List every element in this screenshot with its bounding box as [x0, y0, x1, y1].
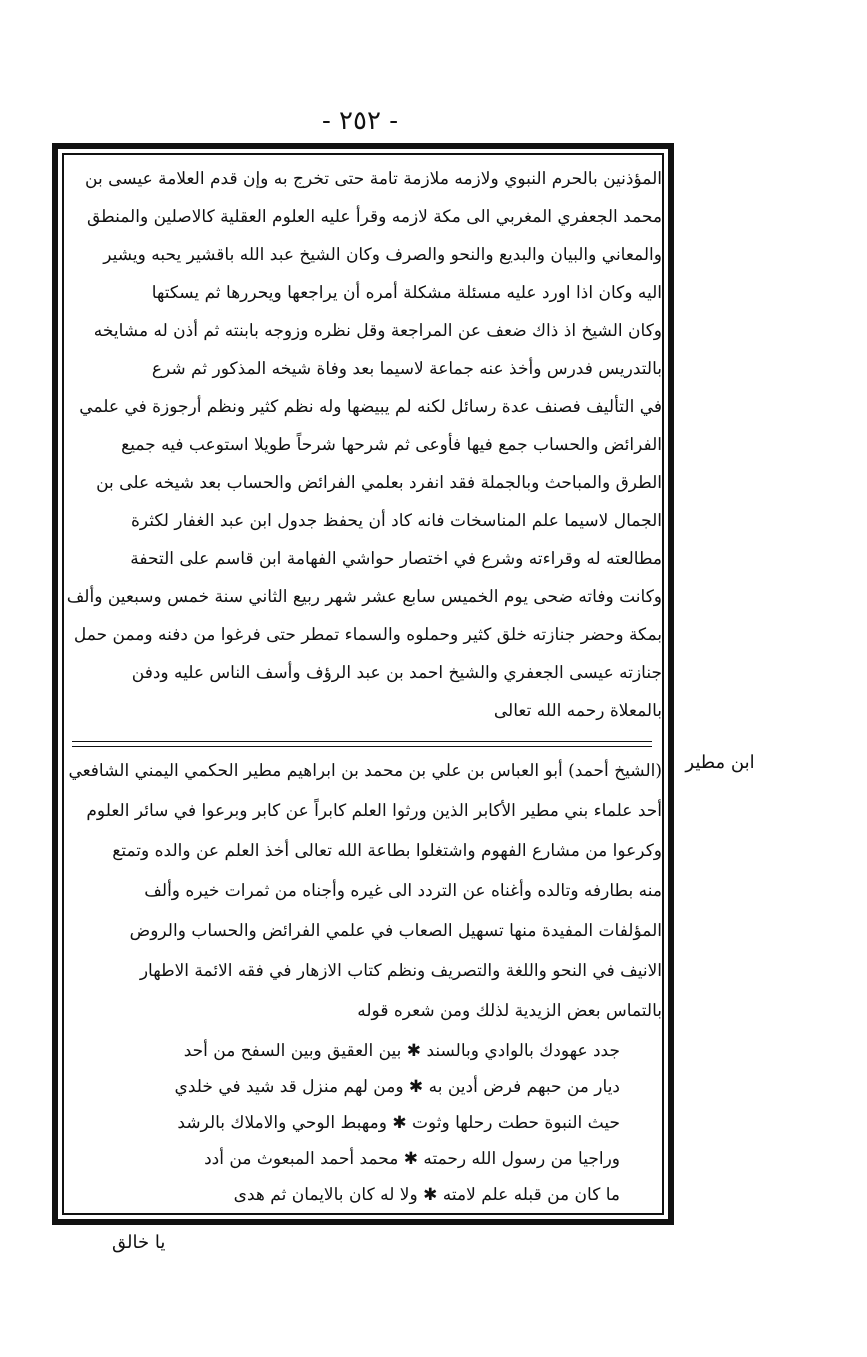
text-line: وكانت وفاته ضحى يوم الخميس سابع عشر شهر ربيع الثاني سنة خمس وسبعين وألف — [66, 587, 662, 607]
text-line: الانيف في النحو واللغة والتصريف ونظم كتاب الازهار في فقه الائمة الاطهار — [139, 961, 662, 981]
catchword: يا خالق — [112, 1232, 166, 1253]
text-line: في التأليف فصنف عدة رسائل لكنه لم يبيضها وله نظم كثير ونظم أرجوزة في علمي — [79, 397, 662, 417]
text-line: وكان الشيخ اذ ذاك ضعف عن المراجعة وقل نظره وزوجه بابنته ثم أذن له مشايخه — [93, 321, 662, 341]
text-line: منه بطارفه وتالده وأغناه عن التردد الى غيره وأجناه من ثمرات خيره وألف — [144, 881, 662, 901]
entry-two-text — [66, 752, 662, 1032]
text-line: بالتدريس فدرس وأخذ عنه جماعة لاسيما بعد وفاة شيخه المذكور ثم شرع — [151, 359, 662, 379]
margin-note: ابن مطير — [685, 752, 755, 773]
poem-verse: وراجيا من رسول الله رحمته ✱ محمد أحمد المبعوث من أدد — [204, 1149, 620, 1169]
text-line: مطالعته له وقراءته وشرع في اختصار حواشي الفهامة ابن قاسم على التحفة — [130, 549, 662, 569]
text-line: المؤذنين بالحرم النبوي ولازمه ملازمة تامة حتى تخرج به وإن قدم العلامة عيسى بن — [85, 169, 662, 189]
entry-one-text — [66, 160, 662, 740]
poem — [100, 1033, 620, 1213]
text-line: الطرق والمباحث وبالجملة فقد انفرد بعلمي الفرائض والحساب بعد شيخه على بن — [96, 473, 662, 493]
text-line: الفرائض والحساب جمع فيها فأوعى ثم شرحها شرحاً طويلا استوعب فيه جميع — [121, 435, 662, 455]
text-line: المؤلفات المفيدة منها تسهيل الصعاب في علمي الفرائض والحساب والروض — [129, 921, 662, 941]
page-number: - ٢٥٢ - — [321, 106, 399, 136]
text-line: محمد الجعفري المغربي الى مكة لازمه وقرأ عليه العلوم العقلية كالاصلين والمنطق — [86, 207, 662, 227]
poem-verse: حيث النبوة حطت رحلها وثوت ✱ ومهبط الوحي والاملاك بالرشد — [177, 1113, 620, 1133]
section-separator — [72, 741, 652, 742]
text-line: وكرعوا من مشارع الفهوم واشتغلوا بطاعة الله تعالى أخذ العلم عن والده وتمتع — [112, 841, 662, 861]
text-line: بالتماس بعض الزيدية لذلك ومن شعره قوله — [357, 1001, 662, 1021]
section-separator-double — [72, 746, 652, 747]
poem-verse: جدد عهودك بالوادي وبالسند ✱ بين العقيق وبين السفح من أحد — [183, 1041, 620, 1061]
text-line: والمعاني والبيان والبديع والنحو والصرف وكان الشيخ عبد الله باقشير يحبه ويشير — [103, 245, 662, 265]
text-line: بالمعلاة رحمه الله تعالى — [493, 701, 662, 721]
text-line: أحد علماء بني مطير الأكابر الذين ورثوا العلم كابراً عن كابر وبرعوا في سائر العلوم — [86, 801, 662, 821]
text-line: الجمال لاسيما علم المناسخات فانه كاد أن يحفظ جدول ابن عبد الغفار لكثرة — [131, 511, 662, 531]
text-line: جنازته عيسى الجعفري والشيخ احمد بن عبد الرؤف وأسف الناس عليه ودفن — [131, 663, 662, 683]
text-line: اليه وكان اذا اورد عليه مسئلة مشكلة أمره أن يراجعها ويحررها ثم يسكتها — [151, 283, 662, 303]
poem-verse: ديار من حبهم فرض أدين به ✱ ومن لهم منزل قد شيد في خلدي — [174, 1077, 620, 1097]
text-line: (الشيخ أحمد) أبو العباس بن علي بن محمد بن ابراهيم مطير الحكمي اليمني الشافعي — [68, 761, 662, 781]
poem-verse: ما كان من قبله علم لامته ✱ ولا له كان بالايمان ثم هدى — [233, 1185, 620, 1205]
text-line: بمكة وحضر جنازته خلق كثير وحملوه والسماء تمطر حتى فرغوا من دفنه وممن حمل — [73, 625, 662, 645]
